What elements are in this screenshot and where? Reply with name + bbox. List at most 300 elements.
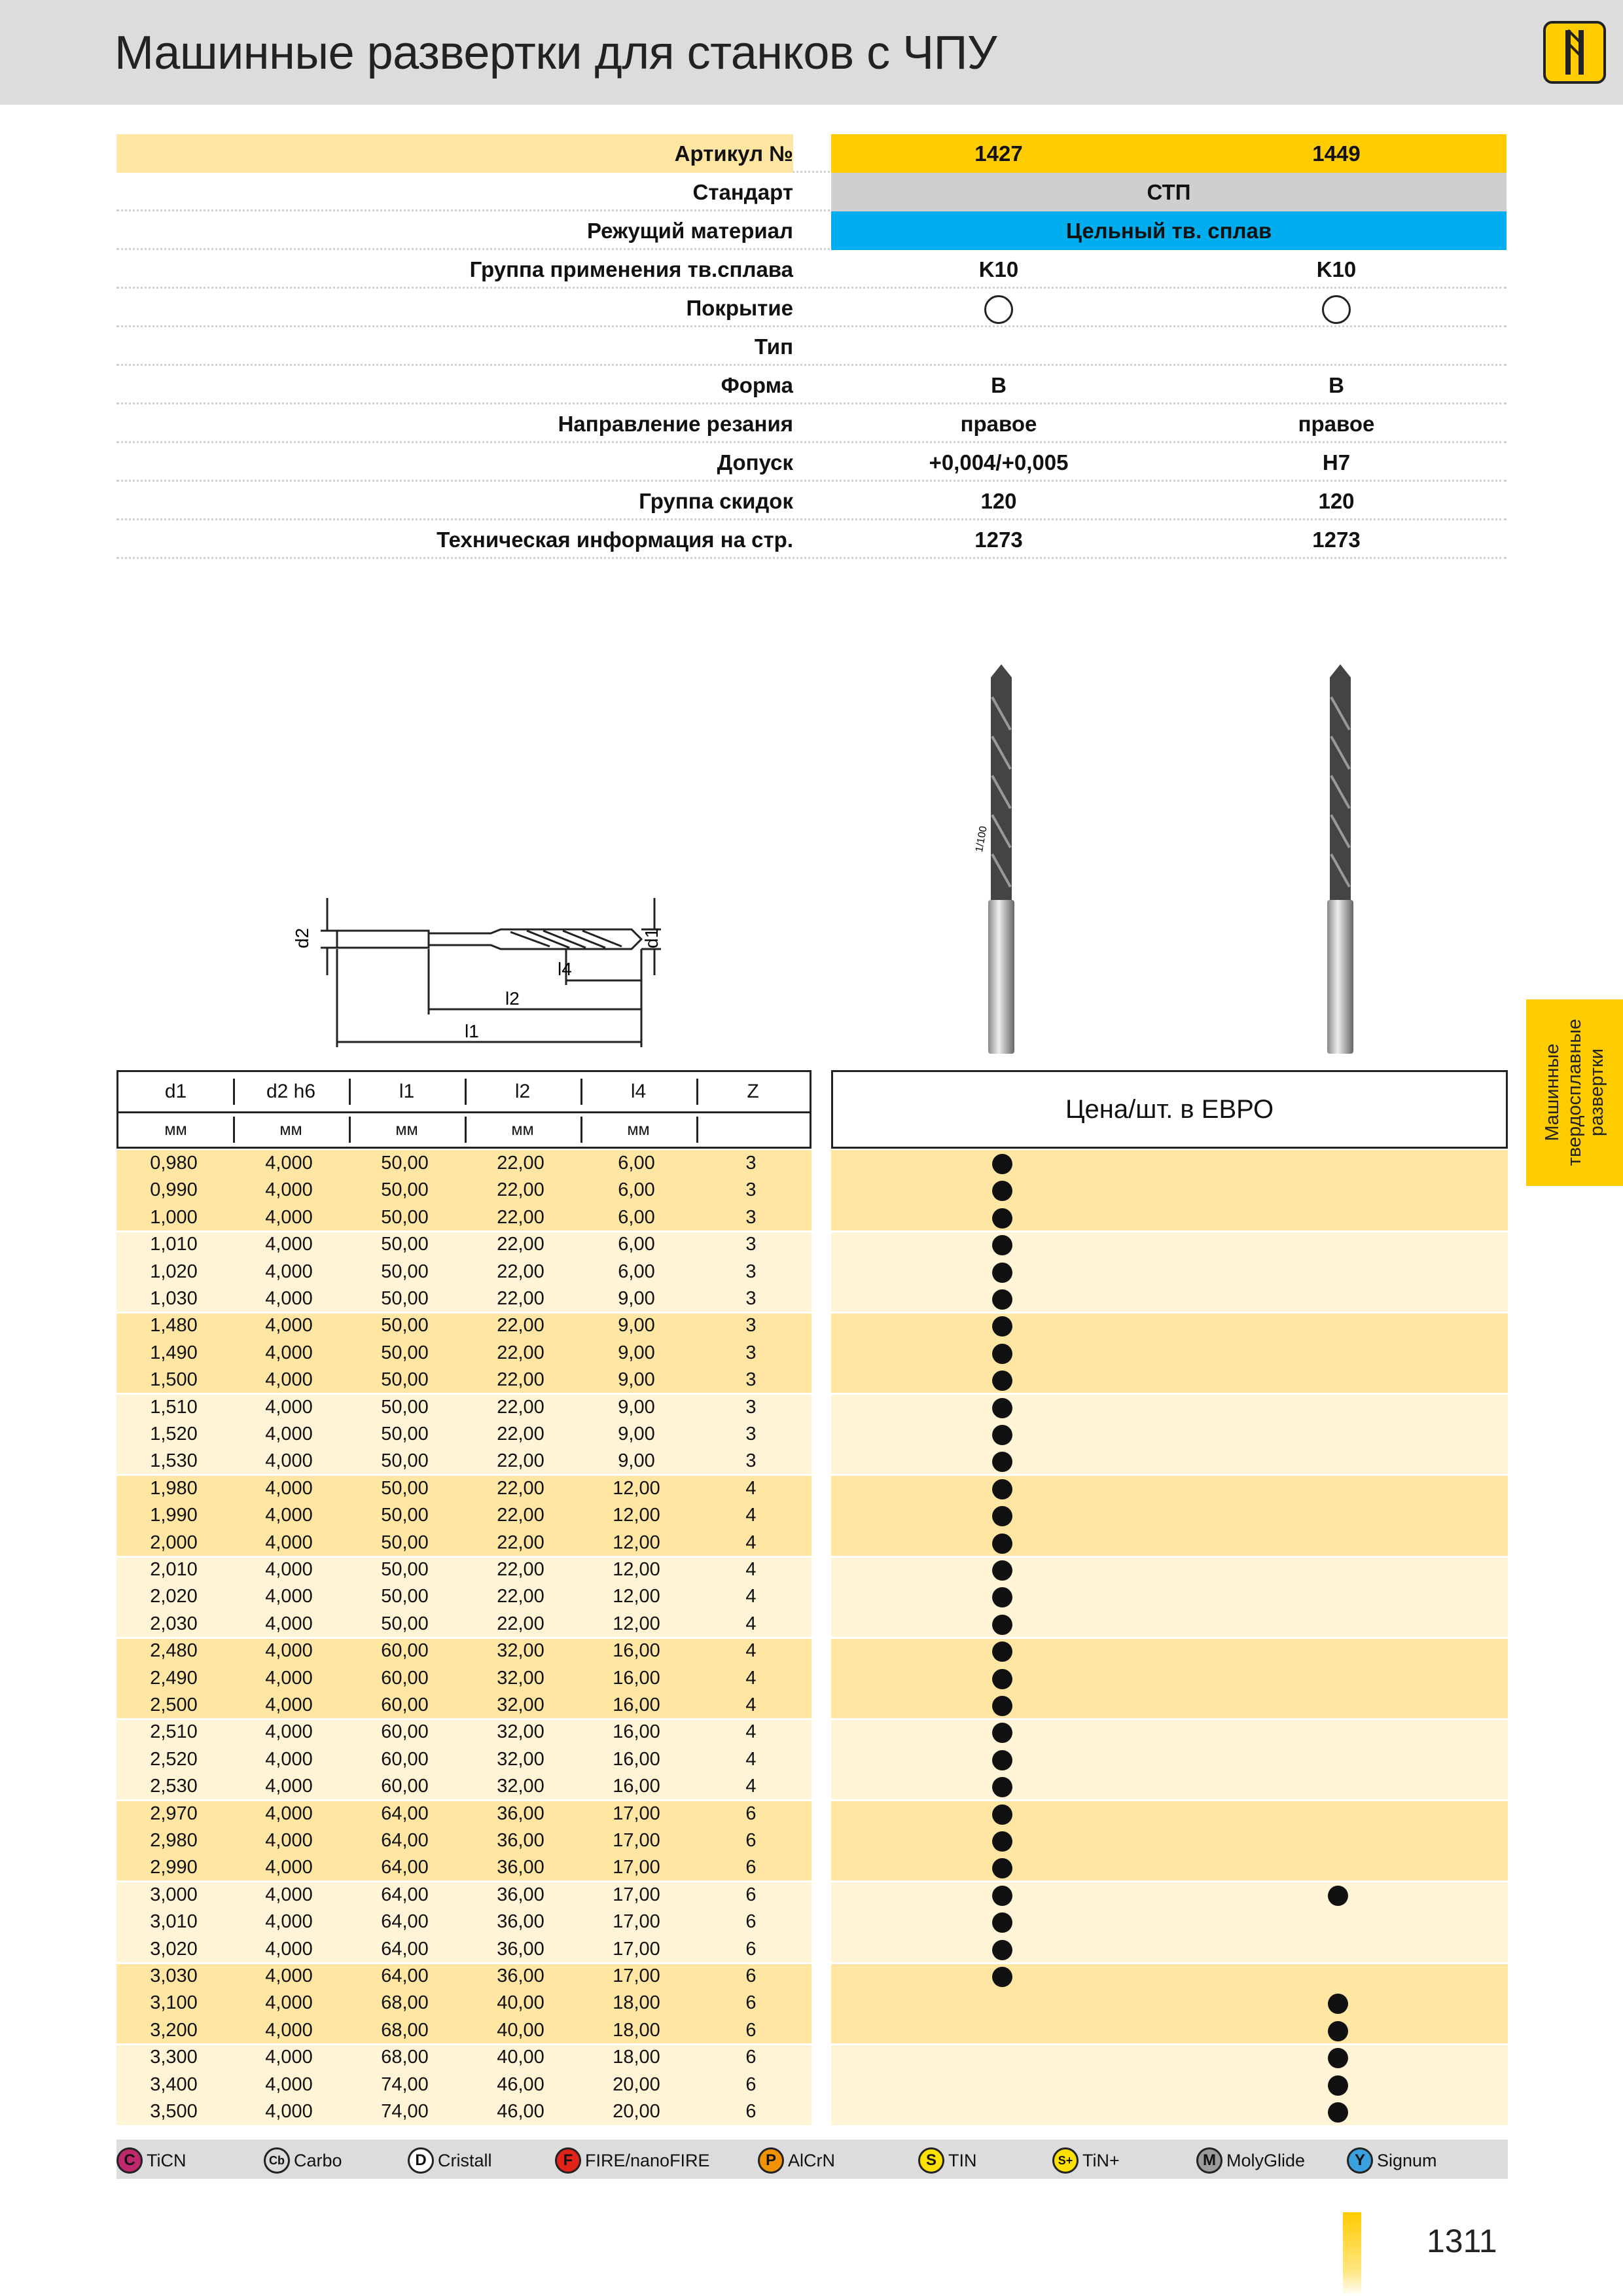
table-cell: 36,00: [497, 1965, 544, 1986]
table-cell: 22,00: [497, 1153, 544, 1174]
group-divider: [831, 1393, 1508, 1395]
price-header: [831, 1070, 1508, 1149]
availability-dot-icon: [992, 1669, 1012, 1689]
table-cell: 3: [745, 1206, 757, 1228]
table-cell: 50,00: [381, 1424, 429, 1444]
table-row: [116, 1204, 812, 1231]
table-cell: 4: [745, 1559, 757, 1580]
table-cell: 4,000: [265, 1803, 313, 1824]
table-cell: 4: [745, 1532, 757, 1553]
legend-item: [1052, 2140, 1120, 2179]
table-cell: 50,00: [381, 1261, 429, 1282]
price-row: [831, 1231, 1508, 1258]
table-cell: 4: [745, 1613, 757, 1634]
table-row: [116, 1963, 812, 1990]
table-cell: 17,00: [613, 1965, 660, 1986]
table-cell: 4: [745, 1748, 757, 1770]
table-cell: 17,00: [613, 1857, 660, 1878]
legend-label: Cristall: [438, 2150, 492, 2170]
table-cell: 3: [745, 1342, 757, 1363]
table-cell: 4,000: [265, 1153, 313, 1174]
legend-label: TiCN: [147, 2150, 187, 2170]
table-cell: 2,500: [150, 1695, 198, 1715]
table-row: [116, 1665, 812, 1692]
availability-dot-icon: [992, 1506, 1012, 1526]
col-header-d2: d2 h6: [266, 1081, 316, 1102]
table-cell: 12,00: [613, 1613, 660, 1634]
table-row: [116, 1692, 812, 1719]
table-cell: 9,00: [618, 1369, 655, 1391]
coating-badge-icon: D: [408, 2147, 434, 2174]
spec-label: Стандарт: [692, 180, 793, 204]
table-cell: 50,00: [381, 1206, 429, 1228]
availability-dot-icon: [992, 1858, 1012, 1878]
col-separator: [233, 1117, 235, 1143]
coating-badge-icon: S: [918, 2147, 944, 2174]
table-cell: 2,000: [150, 1532, 198, 1553]
spec-label: Группа применения тв.сплава: [469, 257, 793, 281]
table-cell: 50,00: [381, 1369, 429, 1391]
coating-badge-icon: M: [1196, 2147, 1222, 2174]
table-cell: 4,000: [265, 1424, 313, 1444]
reamer-dimension-drawing: [275, 884, 681, 1054]
table-cell: 3,020: [150, 1938, 198, 1960]
price-row: [831, 1556, 1508, 1583]
spec-value: 1449: [1166, 134, 1507, 173]
table-cell: 6: [745, 1911, 757, 1933]
l2-label: l2: [505, 988, 520, 1009]
table-cell: 3: [745, 1288, 757, 1309]
table-cell: 12,00: [613, 1505, 660, 1526]
table-cell: 4: [745, 1695, 757, 1715]
availability-dot-icon: [992, 1587, 1012, 1607]
table-cell: 4,000: [265, 1586, 313, 1607]
table-row: [116, 1719, 812, 1746]
table-cell: 4,000: [265, 1776, 313, 1797]
availability-dot-icon: [992, 1831, 1012, 1852]
table-cell: 18,00: [613, 1992, 660, 2014]
table-cell: 4,000: [265, 1179, 313, 1201]
table-cell: 3,300: [150, 2047, 198, 2068]
table-cell: 22,00: [497, 1261, 544, 1282]
col-unit: [696, 1111, 810, 1148]
table-cell: 16,00: [613, 1640, 660, 1662]
table-cell: 9,00: [618, 1450, 655, 1472]
table-cell: 0,990: [150, 1179, 198, 1201]
table-cell: 46,00: [497, 2073, 544, 2095]
availability-dot-icon: [992, 1750, 1012, 1770]
table-cell: 3: [745, 1261, 757, 1282]
availability-dot-icon: [992, 1804, 1012, 1825]
table-cell: 1,980: [150, 1477, 198, 1499]
availability-dot-icon: [992, 1696, 1012, 1716]
spec-value: правое: [960, 412, 1037, 436]
table-cell: 32,00: [497, 1721, 544, 1743]
table-cell: 6: [745, 1992, 757, 2014]
table-cell: 6,00: [618, 1234, 655, 1255]
availability-dot-icon: [992, 1723, 1012, 1743]
spec-value: Цельный тв. сплав: [831, 211, 1507, 250]
col-unit: мм: [627, 1121, 650, 1139]
legend-label: TIN: [948, 2150, 977, 2170]
spec-value: [831, 327, 1166, 366]
table-cell: 17,00: [613, 1830, 660, 1851]
table-cell: 22,00: [497, 1559, 544, 1580]
table-cell: 36,00: [497, 1830, 544, 1851]
table-cell: 3: [745, 1179, 757, 1201]
spec-row-tolerance: [116, 443, 1507, 482]
table-cell: 17,00: [613, 1938, 660, 1960]
table-row: [116, 1611, 812, 1638]
price-row: [831, 1665, 1508, 1692]
spec-value: H7: [1322, 450, 1351, 475]
group-divider: [116, 1393, 812, 1395]
table-row: [116, 1746, 812, 1773]
uncoated-circle-icon: [1322, 295, 1351, 324]
legend-item: [918, 2140, 977, 2179]
coating-legend: [116, 2140, 1508, 2179]
spec-label: Группа скидок: [639, 489, 793, 513]
table-cell: 6: [745, 2047, 757, 2068]
table-cell: 4,000: [265, 1396, 313, 1418]
price-row: [831, 1909, 1508, 1935]
table-cell: 4: [745, 1477, 757, 1499]
table-row: [116, 1530, 812, 1556]
legend-label: AlCrN: [788, 2150, 835, 2170]
table-row: [116, 1150, 812, 1177]
price-header-label: Цена/шт. в ЕВРО: [1065, 1095, 1274, 1124]
price-row: [831, 1150, 1508, 1177]
table-cell: 68,00: [381, 1992, 429, 2014]
availability-dot-icon: [992, 1641, 1012, 1662]
coating-badge-icon: F: [555, 2147, 581, 2174]
table-row: [116, 1854, 812, 1881]
l4-label: l4: [558, 959, 572, 979]
table-cell: 4,000: [265, 1206, 313, 1228]
table-cell: 4,000: [265, 1911, 313, 1933]
table-cell: 17,00: [613, 1911, 660, 1933]
table-cell: 40,00: [497, 1992, 544, 2014]
table-cell: 3,500: [150, 2101, 198, 2122]
price-row: [831, 1638, 1508, 1664]
col-header-l4: l4: [630, 1081, 647, 1102]
spec-value: [831, 289, 1166, 327]
group-divider: [116, 1556, 812, 1558]
group-divider: [116, 1474, 812, 1476]
table-cell: 22,00: [497, 1206, 544, 1228]
page-number: 1311: [1427, 2223, 1497, 2259]
group-divider: [831, 1880, 1508, 1882]
spec-row-coating: [116, 289, 1507, 327]
table-cell: 3,100: [150, 1992, 198, 2014]
legend-item: [264, 2140, 342, 2179]
table-cell: 16,00: [613, 1776, 660, 1797]
col-unit: мм: [164, 1121, 187, 1139]
table-row: [116, 1312, 812, 1339]
legend-item: [116, 2140, 187, 2179]
col-unit: мм: [395, 1121, 418, 1139]
spec-label: Режущий материал: [586, 219, 793, 243]
table-cell: 22,00: [497, 1586, 544, 1607]
reamer-1427-photo: [967, 658, 1033, 1057]
table-cell: 60,00: [381, 1748, 429, 1770]
table-cell: 4,000: [265, 1667, 313, 1689]
table-cell: 9,00: [618, 1342, 655, 1363]
table-cell: 40,00: [497, 2047, 544, 2068]
table-cell: 16,00: [613, 1695, 660, 1715]
table-cell: 1,530: [150, 1450, 198, 1472]
availability-dot-icon: [1328, 1994, 1348, 2014]
spec-row-type: [116, 327, 1507, 366]
table-cell: 4,000: [265, 1261, 313, 1282]
price-row: [831, 1719, 1508, 1746]
price-row: [831, 1475, 1508, 1502]
page-number-bar: [1343, 2212, 1361, 2296]
group-divider: [831, 1474, 1508, 1476]
table-row: [116, 1340, 812, 1367]
table-cell: 64,00: [381, 1830, 429, 1851]
spec-value: 1427: [831, 134, 1166, 173]
table-cell: 18,00: [613, 2019, 660, 2041]
table-cell: 4,000: [265, 1640, 313, 1662]
price-row: [831, 2017, 1508, 2044]
price-row: [831, 1583, 1508, 1610]
col-separator: [233, 1079, 235, 1105]
table-cell: 4,000: [265, 1288, 313, 1309]
table-cell: 40,00: [497, 2019, 544, 2041]
table-cell: 64,00: [381, 1938, 429, 1960]
col-header-l1: l1: [399, 1081, 415, 1102]
table-cell: 22,00: [497, 1424, 544, 1444]
table-cell: 50,00: [381, 1505, 429, 1526]
table-cell: 4: [745, 1667, 757, 1689]
availability-dot-icon: [992, 1940, 1012, 1960]
table-cell: 2,980: [150, 1830, 198, 1851]
availability-dot-icon: [1328, 2102, 1348, 2123]
col-separator: [696, 1079, 698, 1105]
availability-dot-icon: [1328, 2048, 1348, 2068]
table-cell: 4,000: [265, 1234, 313, 1255]
table-cell: 22,00: [497, 1532, 544, 1553]
table-row: [116, 1231, 812, 1258]
table-cell: 4,000: [265, 1532, 313, 1553]
col-header-d1: d1: [164, 1081, 187, 1102]
table-cell: 3,010: [150, 1911, 198, 1933]
table-cell: 6: [745, 2101, 757, 2122]
col-separator: [580, 1079, 582, 1105]
price-row: [831, 1394, 1508, 1421]
spec-value: 120: [1318, 489, 1355, 513]
table-cell: 2,020: [150, 1586, 198, 1607]
price-row: [831, 1990, 1508, 2017]
availability-dot-icon: [992, 1154, 1012, 1174]
table-cell: 4,000: [265, 1342, 313, 1363]
uncoated-circle-icon: [984, 295, 1013, 324]
table-cell: 4: [745, 1640, 757, 1662]
table-cell: 50,00: [381, 1342, 429, 1363]
spec-value: 120: [980, 489, 1017, 513]
price-row: [831, 1801, 1508, 1827]
table-cell: 2,480: [150, 1640, 198, 1662]
price-row: [831, 1285, 1508, 1312]
table-cell: 6: [745, 2073, 757, 2095]
coating-badge-icon: Cb: [264, 2147, 290, 2174]
availability-dot-icon: [992, 1886, 1012, 1906]
table-cell: 3,400: [150, 2073, 198, 2095]
group-divider: [831, 1637, 1508, 1639]
spec-label: Форма: [721, 373, 793, 397]
table-cell: 22,00: [497, 1179, 544, 1201]
table-cell: 60,00: [381, 1667, 429, 1689]
table-cell: 1,010: [150, 1234, 198, 1255]
table-cell: 32,00: [497, 1640, 544, 1662]
coating-badge-icon: C: [116, 2147, 143, 2174]
table-cell: 4,000: [265, 1992, 313, 2014]
table-row: [116, 1556, 812, 1583]
table-cell: 1,990: [150, 1505, 198, 1526]
price-row: [831, 1177, 1508, 1204]
table-row: [116, 1990, 812, 2017]
table-cell: 46,00: [497, 2101, 544, 2122]
availability-dot-icon: [992, 1316, 1012, 1336]
availability-dot-icon: [992, 1208, 1012, 1229]
availability-dot-icon: [992, 1235, 1012, 1255]
table-cell: 74,00: [381, 2073, 429, 2095]
table-cell: 22,00: [497, 1477, 544, 1499]
table-row: [116, 1448, 812, 1475]
group-divider: [831, 1962, 1508, 1964]
spec-label: Артикул №: [116, 134, 793, 173]
group-divider: [831, 1556, 1508, 1558]
availability-dot-icon: [1328, 2075, 1348, 2096]
table-cell: 4,000: [265, 1450, 313, 1472]
table-cell: 36,00: [497, 1803, 544, 1824]
table-cell: 1,510: [150, 1396, 198, 1418]
spec-label: Тип: [754, 334, 793, 359]
group-divider: [831, 1799, 1508, 1801]
availability-dot-icon: [992, 1479, 1012, 1499]
table-cell: 2,530: [150, 1776, 198, 1797]
spec-value: 1273: [1312, 528, 1361, 552]
table-cell: 32,00: [497, 1748, 544, 1770]
table-row: [116, 1882, 812, 1909]
table-cell: 6: [745, 1803, 757, 1824]
table-cell: 60,00: [381, 1640, 429, 1662]
spec-row-form: [116, 366, 1507, 404]
price-row: [831, 1827, 1508, 1854]
table-row: [116, 1827, 812, 1854]
table-cell: 2,510: [150, 1721, 198, 1743]
col-separator: [349, 1079, 351, 1105]
table-cell: 50,00: [381, 1396, 429, 1418]
table-cell: 4: [745, 1505, 757, 1526]
spec-row-discount: [116, 482, 1507, 520]
coating-badge-icon: S+: [1052, 2147, 1079, 2174]
table-cell: 2,490: [150, 1667, 198, 1689]
table-cell: 50,00: [381, 1532, 429, 1553]
price-row: [831, 1367, 1508, 1393]
col-separator: [696, 1117, 698, 1143]
table-cell: 6: [745, 2019, 757, 2041]
table-row: [116, 1285, 812, 1312]
spec-row-tech-info: [116, 520, 1507, 559]
price-row: [831, 2098, 1508, 2125]
price-row: [831, 1854, 1508, 1881]
table-cell: 3: [745, 1315, 757, 1336]
group-divider: [116, 2043, 812, 2045]
table-cell: 6: [745, 1830, 757, 1851]
page-header: [0, 0, 1623, 105]
table-cell: 4,000: [265, 1721, 313, 1743]
table-cell: 4,000: [265, 1559, 313, 1580]
table-cell: 17,00: [613, 1803, 660, 1824]
table-cell: 1,030: [150, 1288, 198, 1309]
availability-dot-icon: [1328, 1886, 1348, 1906]
table-cell: 22,00: [497, 1505, 544, 1526]
spec-value: 1273: [974, 528, 1023, 552]
table-cell: 22,00: [497, 1234, 544, 1255]
table-cell: 68,00: [381, 2047, 429, 2068]
coating-badge-icon: Y: [1347, 2147, 1373, 2174]
col-header-l2: l2: [514, 1081, 531, 1102]
legend-item: [555, 2140, 710, 2179]
table-cell: 6,00: [618, 1153, 655, 1174]
table-cell: 22,00: [497, 1342, 544, 1363]
section-side-tab[interactable]: [1526, 999, 1623, 1186]
spec-label: Покрытие: [686, 296, 793, 320]
spec-row-carbide-group: [116, 250, 1507, 289]
table-cell: 22,00: [497, 1288, 544, 1309]
table-cell: 6: [745, 1857, 757, 1878]
table-row: [116, 1638, 812, 1664]
group-divider: [831, 2043, 1508, 2045]
availability-dot-icon: [992, 1452, 1012, 1472]
table-cell: 36,00: [497, 1857, 544, 1878]
price-row: [831, 1746, 1508, 1773]
availability-dot-icon: [992, 1534, 1012, 1554]
table-cell: 50,00: [381, 1586, 429, 1607]
price-row: [831, 1312, 1508, 1339]
spec-value: [1166, 289, 1507, 327]
table-cell: 3: [745, 1424, 757, 1444]
table-cell: 4,000: [265, 1613, 313, 1634]
table-cell: 9,00: [618, 1315, 655, 1336]
table-cell: 4,000: [265, 1748, 313, 1770]
spec-value: [1166, 327, 1507, 366]
table-row: [116, 1259, 812, 1285]
table-cell: 64,00: [381, 1965, 429, 1986]
table-cell: 12,00: [613, 1477, 660, 1499]
col-header-z: Z: [747, 1081, 759, 1102]
photo-scale-label: 1/100: [974, 825, 990, 853]
table-cell: 6: [745, 1938, 757, 1960]
table-cell: 1,520: [150, 1424, 198, 1444]
table-row: [116, 1583, 812, 1610]
table-row: [116, 1801, 812, 1827]
col-separator: [465, 1117, 467, 1143]
table-cell: 3: [745, 1153, 757, 1174]
table-cell: 12,00: [613, 1586, 660, 1607]
price-row: [831, 1448, 1508, 1475]
spec-value: +0,004/+0,005: [929, 450, 1069, 475]
table-cell: 50,00: [381, 1559, 429, 1580]
table-cell: 50,00: [381, 1153, 429, 1174]
legend-item: [758, 2140, 835, 2179]
table-cell: 6: [745, 1884, 757, 1905]
availability-dot-icon: [992, 1263, 1012, 1283]
table-cell: 4,000: [265, 1369, 313, 1391]
table-cell: 12,00: [613, 1532, 660, 1553]
